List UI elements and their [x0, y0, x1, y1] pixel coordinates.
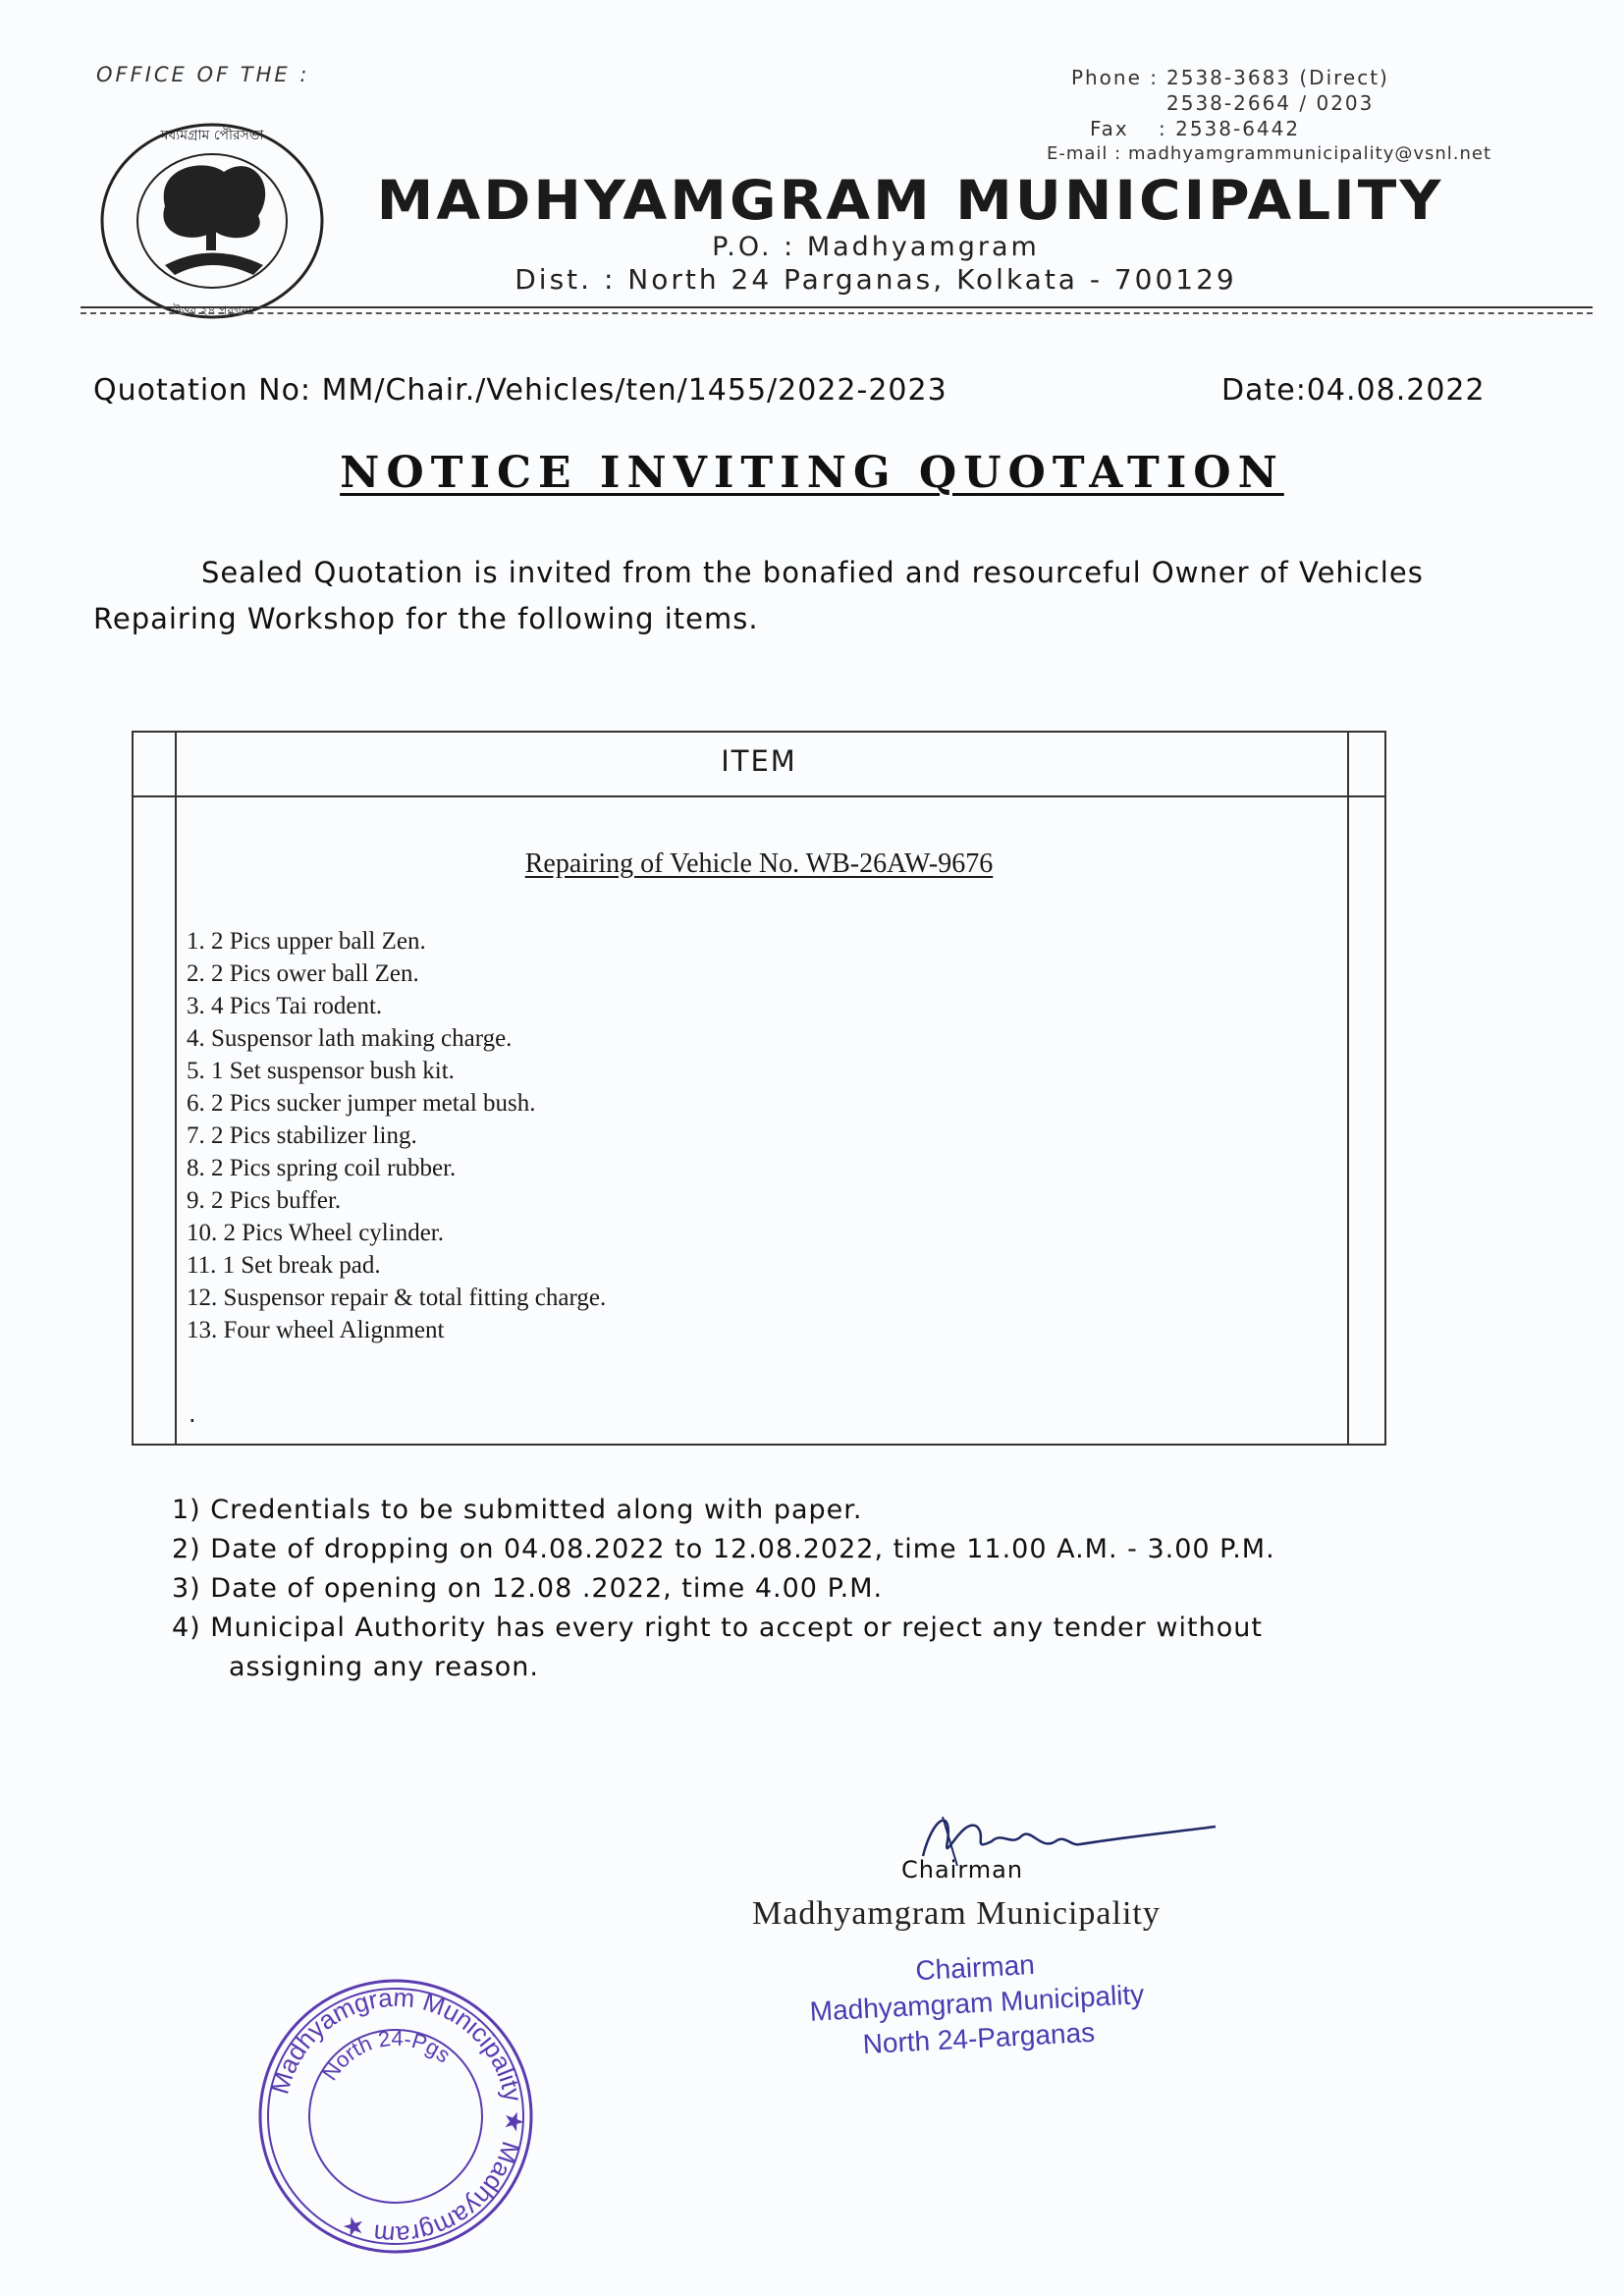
svg-text:North 24-Pgs: [317, 2026, 456, 2085]
notice-title: [0, 448, 1624, 498]
list-item: 5. 1 Set suspensor bush kit.: [187, 1058, 455, 1084]
phone-direct: 2538-3683 (Direct): [1166, 66, 1389, 89]
list-item: 6. 2 Pics sucker jumper metal bush.: [187, 1090, 536, 1117]
round-municipality-seal: [253, 1974, 538, 2259]
stamp-line-1: Chairman: [914, 1948, 1036, 1987]
table-right-column-line: [1347, 733, 1349, 1444]
round-stamp-outer: Madhyamgram Municipality ★ Madhyamgram ★: [264, 1982, 530, 2251]
intro-paragraph: Sealed Quotation is invited from the bonafied and resourceful Owner of Vehicles Repairing Workshop for the following items.: [93, 556, 1424, 635]
svg-text:মধ্যমগ্রাম পৌরসভা: মধ্যমগ্রাম পৌরসভা: [160, 128, 264, 143]
list-item: 2. 2 Pics ower ball Zen.: [187, 960, 419, 987]
quotation-date: Date:04.08.2022: [1221, 373, 1486, 408]
fax-label: Fax: [1090, 117, 1129, 140]
contact-block: [1041, 65, 1491, 167]
svg-text:উত্তর ২৪ পরগনা: উত্তর ২৪ পরগনা: [172, 303, 252, 317]
list-item: 8. 2 Pics spring coil rubber.: [187, 1155, 457, 1181]
item-list: [187, 925, 606, 1346]
list-item: 12. Suspensor repair & total fitting charge.: [187, 1285, 607, 1311]
list-item: 11. 1 Set break pad.: [187, 1252, 381, 1279]
term-item: 1) Credentials to be submitted along with paper.: [172, 1495, 863, 1525]
round-stamp-inner: North 24-Pgs: [317, 2025, 456, 2085]
district-line: Dist. : North 24 Parganas, Kolkata - 700129: [514, 263, 1237, 296]
list-item: 3. 4 Pics Tai rodent.: [187, 993, 383, 1019]
office-of-label: OFFICE OF THE :: [96, 63, 310, 86]
header-divider-dashed: [81, 312, 1593, 314]
list-item: 1. 2 Pics upper ball Zen.: [187, 928, 426, 955]
item-table: [132, 731, 1386, 1446]
list-item: 10. 2 Pics Wheel cylinder.: [187, 1220, 444, 1246]
organization-name: MADHYAMGRAM MUNICIPALITY: [376, 168, 1444, 233]
list-item: 4. Suspensor lath making charge.: [187, 1025, 513, 1052]
term-item: 4) Municipal Authority has every right to accept or reject any tender without: [172, 1613, 1263, 1643]
phone-label: Phone :: [1070, 66, 1159, 89]
stamp-line-3: North 24-Parganas: [861, 2016, 1096, 2060]
table-left-column-line: [175, 733, 177, 1444]
vehicle-repair-subtitle: Repairing of Vehicle No. WB-26AW-9676: [524, 848, 994, 879]
stamp-line-2: Madhyamgram Municipality: [808, 1979, 1145, 2027]
term-item: 3) Date of opening on 12.08 .2022, time 4.00 P.M.: [172, 1573, 884, 1604]
terms-list: [172, 1491, 1275, 1687]
post-office-line: P.O. : Madhyamgram: [712, 232, 1040, 262]
table-header-divider: [134, 795, 1384, 797]
trailing-mark: .: [189, 1400, 196, 1428]
chairman-rubber-stamp: [797, 1941, 1156, 2066]
svg-text:Madhyamgram Municipality ★ Mad: [264, 1983, 529, 2251]
signature-title: Chairman: [901, 1856, 1024, 1884]
quotation-number: Quotation No: MM/Chair./Vehicles/ten/1455/2022-2023: [93, 373, 947, 408]
table-header-item: ITEM: [721, 744, 797, 778]
header-divider: [81, 306, 1593, 308]
list-item: 7. 2 Pics stabilizer ling.: [187, 1122, 417, 1149]
list-item: 13. Four wheel Alignment: [187, 1317, 445, 1343]
phone-other: 2538-2664 / 0203: [1166, 91, 1375, 115]
fax-value: : 2538-6442: [1159, 117, 1301, 140]
term-item: assigning any reason.: [229, 1652, 539, 1682]
signature-org: Madhyamgram Municipality: [752, 1895, 1161, 1932]
email-line: E-mail : madhyamgrammunicipality@vsnl.net: [1047, 143, 1492, 164]
list-item: 9. 2 Pics buffer.: [187, 1187, 342, 1214]
term-item: 2) Date of dropping on 04.08.2022 to 12.08.2022, time 11.00 A.M. - 3.00 P.M.: [172, 1534, 1275, 1564]
notice-title-text: NOTICE INVITING QUOTATION: [340, 448, 1284, 498]
